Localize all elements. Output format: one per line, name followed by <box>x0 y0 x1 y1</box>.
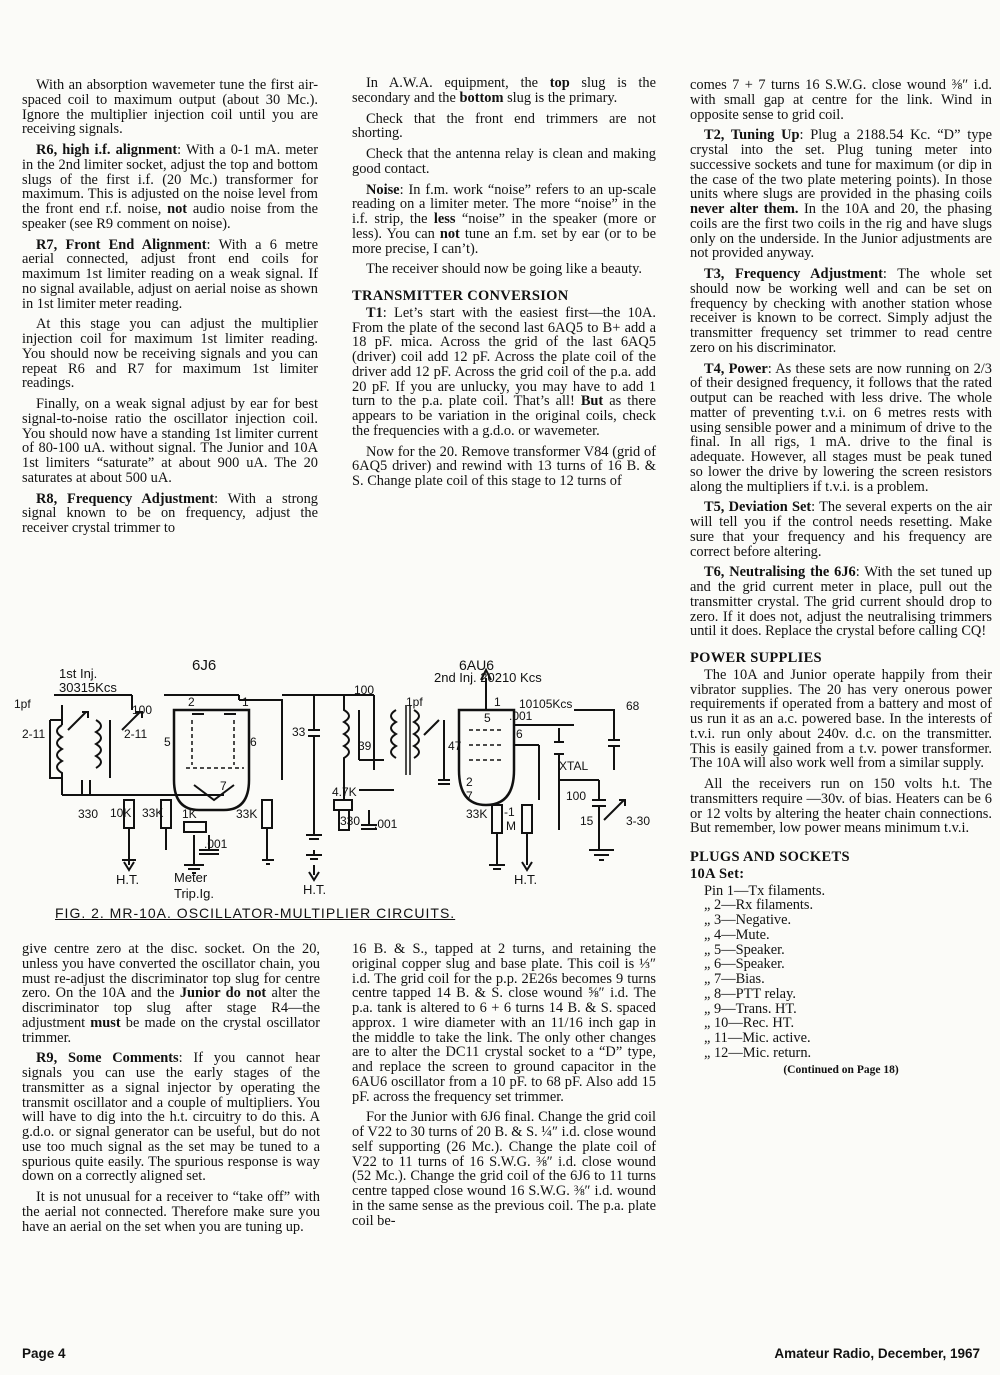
pin-label: —Rx filaments. <box>721 897 814 914</box>
paragraph: give centre zero at the disc. socket. On the 20, unless you have converted the oscillator chain, you must re-adjust the discriminator top slug for centre zero. On the 10A and the Junior do not alter the discriminator top slug after stage R4—the adjustment must be made on the crystal oscillator trimmer. <box>22 941 321 1046</box>
pin-item <box>690 928 992 943</box>
component-label: 6 <box>516 727 523 741</box>
capacitor-33 <box>306 695 322 839</box>
paragraph: For the Junior with 6J6 final. Change the grid coil of V22 to 30 turns of 20 B. & S. ¼″ i.d. close wound self supporting (26 Mc.). Change the plate coil of V22 to 11 turns of 16 S.W.G. ⅜″ i.d. close wound (52 Mc.). Change the grid coil of the 6J6 to 11 turns centre tapped close wound 16 S.W.G. ⅜″ i.d. wound in the same sense as the previous coil. The p.a. plate coil be- <box>352 1109 656 1229</box>
tube-label-6j6: 6J6 <box>192 657 217 674</box>
ht-label: H.T. <box>116 872 140 887</box>
component-label: 6 <box>250 735 257 749</box>
pin-label: —Speaker. <box>721 956 785 973</box>
paragraph-r8: R8, Frequency Adjustment: With a strong signal known to be on frequency, adjust the receiver crystal trimmer to <box>22 490 318 536</box>
component-label: 33K <box>142 806 164 820</box>
component-label: 100 <box>354 683 375 697</box>
pin-number: „ 7 <box>704 971 722 987</box>
pin-number: „ 2 <box>704 897 722 914</box>
paragraph: Finally, on a weak signal adjust by ear for best signal-to-noise ratio the oscillator injection coil. You should now have a standing 1st limiter current of 80-100 uA. without signal. The Junior and 10A 1st limiters “saturate” at about 900 uA. The 20 saturates at about 500 uA. <box>22 396 318 486</box>
ht-label: H.T. <box>514 872 538 887</box>
xtal-freq-label: 10105Kcs <box>519 697 573 711</box>
paragraph: Check that the front end trimmers are not shorting. <box>352 110 656 142</box>
pin-item <box>690 943 992 958</box>
pin-number: „ 9 <box>704 1000 722 1017</box>
paragraph-t4: T4, Power: As these sets are now running on 2/3 of their designed frequency, it follows that the rated output can be reached with less drive. The whole matter of preventing t.v.i. on 6 metres rests with using sensible power and a minimum of drive to the final. In all rigs, 1 mA. drive to the final is adequate. However, all stages must be peak tuned so lower the drive by lowering the screen resistors along the multipliers if t.v.i. is a problem. <box>690 360 992 495</box>
paragraph: Check that the antenna relay is clean and making good contact. <box>352 146 656 177</box>
component-label: 7 <box>466 789 473 803</box>
resistor-33k <box>492 805 502 833</box>
pin-item <box>690 913 992 928</box>
pin-number: „ 6 <box>704 956 722 973</box>
section-heading-plugs: PLUGS AND SOCKETS <box>690 849 850 865</box>
component-label: 1pf <box>14 697 31 711</box>
paragraph: All the receivers run on 150 volts h.t. The transmitters require —30v. of bias. Heaters can be 6 or 12 volts by altering the heater chain connections. But remember, low power means minimum t.v.i. <box>690 776 992 837</box>
publication-footer: Amateur Radio, December, 1967 <box>774 1346 980 1361</box>
coil <box>96 720 110 778</box>
continued-note: (Continued on Page 18) <box>783 1063 899 1076</box>
ht-terminal <box>309 865 319 880</box>
resistor-1m <box>522 805 532 833</box>
component-label: 15 <box>580 814 594 828</box>
trimmer-arrow <box>424 720 439 735</box>
paragraph-t5: T5, Deviation Set: The several experts on the air will tell you if the control needs resetting. Make sure that your frequency and his frequency are correct before altering. <box>690 499 992 560</box>
trimmer-arrow <box>68 712 88 730</box>
paragraph-r9: R9, Some Comments: If you cannot hear signals you can use the early stages of the transmitter as a signal injector by operating the transmit oscillator and a couple of multipliers. You will have to dig into the h.t. circuitry to do this. A g.d.o. or signal generator can be useful, but do not use too much signal as the set may be tuned to a spurious quite easily. The spurious response is way down on a correctly aligned set. <box>22 1050 320 1185</box>
pin-item <box>690 1031 992 1046</box>
paragraph: With an absorption wavemeter tune the first air-spaced coil to maximum output (about 30 Mc.). Ignore the multiplier injection coil until you are receiving signals. <box>22 77 318 138</box>
component-label: 33K <box>466 807 488 821</box>
ht-label: H.T. <box>303 882 327 897</box>
trip-label: Trip.Ig. <box>174 886 214 901</box>
pin-label: —Negative. <box>721 912 792 928</box>
pin-number: „ 12 <box>704 1044 729 1061</box>
component-label: 33K <box>236 807 258 821</box>
pin-item <box>690 884 992 899</box>
paragraph-t3: T3, Frequency Adjustment: The whole set should now be working well and can be set on frequency by checking with another station whose receiver is known to be correct. Simply adjust the transmitter frequency set trimmer to read centre zero on his discriminator. <box>690 266 992 356</box>
component-label: 39 <box>358 739 372 753</box>
component-label: 2-11 <box>124 727 148 741</box>
meter-label: Meter <box>174 870 208 885</box>
oscillator-multiplier-schematic <box>14 650 674 930</box>
paragraph: In A.W.A. equipment, the top slug is the secondary and the bottom slug is the primary. <box>352 75 656 106</box>
inj2-label: 2nd Inj. 20210 Kcs <box>434 670 542 685</box>
transformer-core <box>406 705 410 775</box>
pin-number: „ 10 <box>704 1015 729 1032</box>
component-label: 330 <box>340 814 361 828</box>
pin-label: —Speaker. <box>721 941 785 958</box>
xtal-label: XTAL <box>559 759 589 773</box>
tube-electrodes <box>192 714 236 800</box>
component-label: .001 <box>374 817 398 831</box>
component-label: 4.7K <box>332 785 357 799</box>
component-label: 7 <box>220 779 227 793</box>
tube-grid <box>186 720 244 768</box>
component-label: 33 <box>292 725 306 739</box>
paragraph: It is not unusual for a receiver to “take off” with the aerial not connected. Therefore make sure you have an aerial on the set when you are tuning up. <box>22 1189 320 1235</box>
wire <box>122 828 274 864</box>
column-2-bottom <box>352 942 656 1234</box>
pin-label: —Rec. HT. <box>728 1015 795 1032</box>
pin-list <box>690 884 992 1061</box>
pin-number: „ 3 <box>704 912 722 928</box>
component-label: 2 <box>188 695 195 709</box>
pin-number: Pin 1 <box>704 882 734 899</box>
pin-item <box>690 987 992 1002</box>
component-label: -1 <box>504 805 515 819</box>
pin-label: —Trans. HT. <box>721 1000 797 1017</box>
wire <box>489 833 527 869</box>
inj1-label: 1st Inj. <box>59 666 98 681</box>
component-label: 2 <box>466 775 473 789</box>
pin-item <box>690 972 992 987</box>
paragraph-r7: R7, Front End Alignment: With a 6 metre aerial connected, adjust front end coils for maximum 1st limiter reading on a weak signal. If no signal available, adjust on aerial noise as shown in 1st limiter meter reading. <box>22 236 318 312</box>
paragraph-t1: T1: Let’s start with the easiest first—the 10A. From the plate of the second last 6AQ5 to B+ add a 18 pF. mica. Across the grid of the last 6AQ5 (driver) coil add 12 pF. Across the plate coil of the driver add 12 pF. Across the grid coil of the p.a. add 20 pF. If you are unlucky, you may have to add 1 turn to the p.a. plate coil. That’s all! But as there appears to be variation in the original coils, check the frequencies with a g.d.o. or wavemeter. <box>352 304 656 439</box>
paragraph: comes 7 + 7 turns 16 S.W.G. close wound ⅜″ i.d. with small gap at centre for the link. Wind in opposite sense to grid coil. <box>690 77 992 123</box>
pin-label: —Mic. return. <box>728 1044 812 1061</box>
section-heading-power-supplies: POWER SUPPLIES <box>690 650 822 666</box>
component-label: .001 <box>204 837 228 851</box>
pin-item <box>690 1016 992 1031</box>
subheading-10a-set: 10A Set: <box>690 865 745 882</box>
component-label: 1pf <box>406 695 423 709</box>
paragraph: Now for the 20. Remove transformer V84 (grid of 6AQ5 driver) and rewind with 13 turns of 16 B. & S. Change plate coil of this stage to 12 turns of <box>352 443 656 489</box>
pin-item <box>690 1002 992 1017</box>
pin-number: „ 8 <box>704 985 722 1002</box>
column-3 <box>690 78 992 1077</box>
ground-symbol <box>589 850 614 860</box>
component-label: .001 <box>509 709 533 723</box>
component-label: 10K <box>110 806 132 820</box>
pin-item <box>690 898 992 913</box>
resistor-4.7k <box>334 800 352 810</box>
pin-number: „ 11 <box>704 1030 728 1046</box>
pin-item <box>690 1046 992 1061</box>
component-label: 100 <box>132 703 153 717</box>
component-label: 1 <box>242 695 249 709</box>
paragraph-t2: T2, Tuning Up: Plug a 2188.54 Kc. “D” type crystal into the set. Plug tuning meter into successive sockets and tune for maximum (or dip in the case of the two plate metering points). In those units where slugs are provided in the phasing coils never alter them. In the 10A and 20, the phasing coils are the first two coils in the rig and have slugs only on the underside. In the Junior adjustments are not provided anyway. <box>690 127 992 262</box>
component-label: 5 <box>484 711 491 725</box>
component-label: 1 <box>494 695 501 709</box>
component-label: 1K <box>182 807 197 821</box>
component-label: 47 <box>448 739 462 753</box>
paragraph-r6: R6, high i.f. alignment: With a 0-1 mA. meter in the 2nd limiter socket, adjust the top and bottom slugs of the first i.f. (20 Mc.) transformer for maximum. This is adjusted on the noise level from the front end r.f. noise, not audio noise from the speaker (see R9 comment on noise). <box>22 142 319 232</box>
capacitor <box>82 780 90 795</box>
paragraph-noise: Noise: In f.m. work “noise” refers to an up-scale reading on a limiter meter. The more “noise” in the i.f. strip, the less “noise” in the speaker (more or less). You can not tune an f.m. set by ear (or to be more precise, I can’t). <box>352 181 657 257</box>
paragraph: At this stage you can adjust the multiplier injection coil for maximum 1st limiter reading. You should now be receiving signals and you can repeat R6 and R7 for maximum 1st limiter readings. <box>22 316 318 392</box>
trimmer-arrow <box>604 800 625 820</box>
component-label: 330 <box>78 807 99 821</box>
pin-item <box>690 957 992 972</box>
column-1-top <box>22 78 318 542</box>
component-label: 68 <box>626 699 640 713</box>
paragraph: 16 B. & S., tapped at 2 turns, and retaining the original copper slug and base plate. This coil is ⅓″ i.d. The grid coil for the p.p. 2E26s becomes 9 turns centre tapped 14 B. & S. close wound ⅝″ i.d. The p.a. tank is altered to 6 + 6 turns 14 B. & S. spaced approx. 1 wire diameter with an 11/16 inch gap in the middle to take the link. The only other changes are to alter the DC11 crystal socket to a “D” type, and replace the screen to ground capacitor in the 6AU6 oscillator from a 10 pF. to 68 pF. Also add 15 pF. across the frequency set trimmer. <box>352 941 656 1105</box>
ground-symbol <box>306 850 322 859</box>
column-2-top <box>352 76 656 495</box>
component-label: 3-30 <box>626 814 651 828</box>
tube-grid <box>469 730 504 760</box>
column-1-bottom <box>22 942 320 1240</box>
pin-label: —Mute. <box>721 926 770 943</box>
ht-terminal <box>522 850 532 870</box>
pin-label: —PTT relay. <box>721 985 796 1002</box>
pin-number: „ 4 <box>704 926 722 943</box>
pin-label: —Tx filaments. <box>734 882 826 899</box>
pin-label: —Mic. active. <box>727 1030 811 1046</box>
resistor-1k <box>184 822 206 832</box>
resistor-33k <box>262 800 272 828</box>
section-heading-transmitter: TRANSMITTER CONVERSION <box>352 288 569 304</box>
component-label: 5 <box>164 735 171 749</box>
coil <box>391 710 419 758</box>
component-label: 2-11 <box>22 727 46 741</box>
page-number: Page 4 <box>22 1346 66 1361</box>
paragraph-t6: T6, Neutralising the 6J6: With the set tuned up and the grid current meter in place, pull out the transmitter crystal. The grid current should drop to zero. If it does not, adjust the neutralising trimmers until it does. Replace the crystal before calling CQ! <box>690 564 992 640</box>
component-label: M <box>506 819 516 833</box>
tube-label-6au6: 6AU6 <box>459 657 495 673</box>
paragraph: The 10A and Junior operate happily from their vibrator supplies. The 20 has very onerous power requirements if operated from a battery and most of us run it as an a.c. powered base. In the interests of t.v.i. run only about 240v. d.c. on the transmitter. This is easily gained from a t.v. power transformer. The 10A will also work well from a similar supply. <box>690 666 992 772</box>
pin-number: „ 5 <box>704 941 722 958</box>
paragraph: The receiver should now be going like a beauty. <box>366 261 642 278</box>
figure-caption: FIG. 2. MR-10A. OSCILLATOR-MULTIPLIER CIRCUITS. <box>55 905 456 921</box>
pin-label: —Bias. <box>721 971 765 987</box>
inj1-freq-label: 30315Kcs <box>59 680 117 695</box>
component-label: 100 <box>566 789 587 803</box>
